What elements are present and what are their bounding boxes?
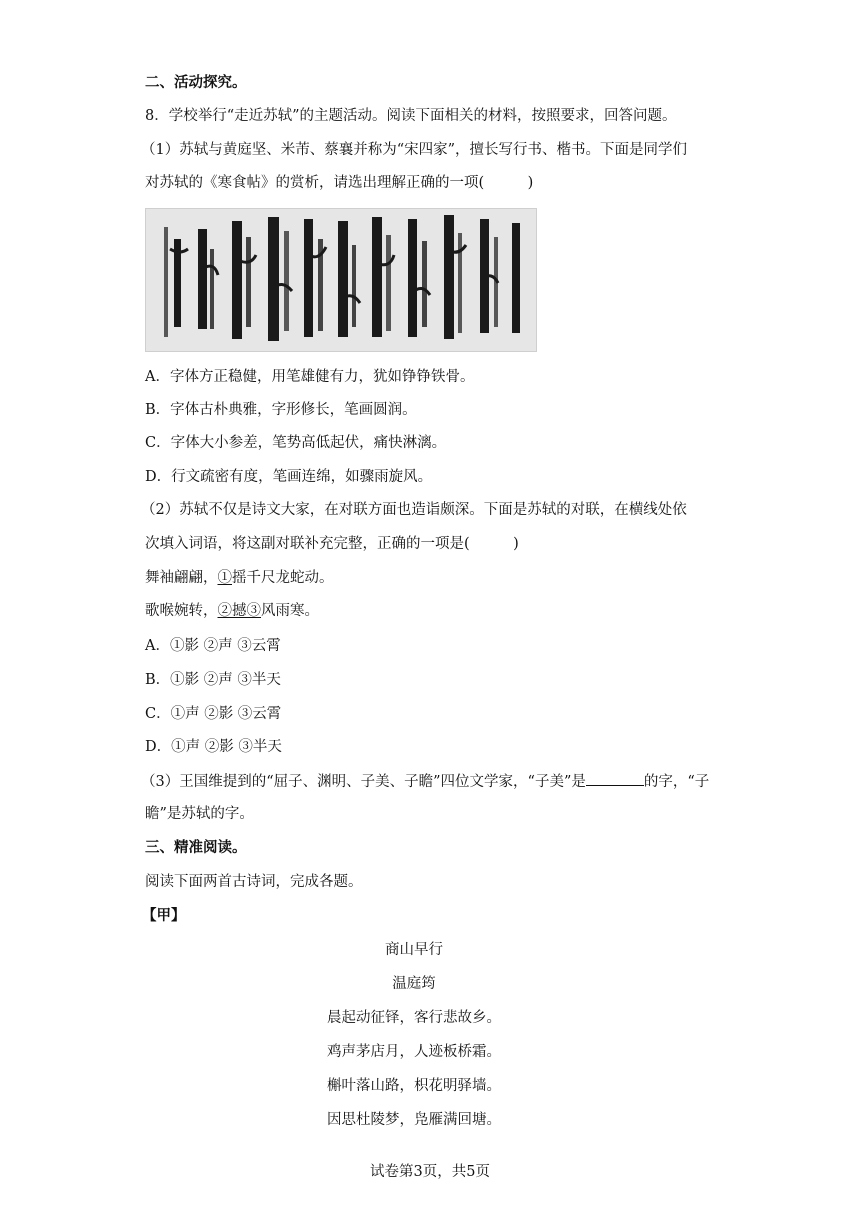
couplet1-post: 摇千尺龙蛇动。 (232, 570, 334, 586)
poem-author: 温庭筠 (392, 976, 436, 992)
couplet2-marker-2: ② (217, 603, 232, 619)
poem-line-2: 鸡声茅店月，人迹板桥霜。 (327, 1044, 501, 1060)
q8-1-option-c: C．字体大小参差，笔势高低起伏，痛快淋漓。 (145, 435, 447, 451)
q8-1-line1: （1）苏轼与黄庭坚、米芾、蔡襄并称为“宋四家”，擅长写行书、楷书。下面是同学们 (141, 142, 688, 158)
couplet2-pre: 歌喉婉转， (145, 603, 218, 619)
poem-title: 商山早行 (385, 942, 443, 958)
couplet2-marker-3: ③ (246, 603, 261, 619)
q8-3-blank[interactable] (586, 771, 644, 786)
q8-3-line1 (141, 771, 709, 792)
q8-2-line2: 次填入词语，将这副对联补充完整，正确的一项是( ) (145, 536, 519, 552)
poem-line-3: 槲叶落山路，枳花明驿墙。 (327, 1078, 501, 1094)
couplet-line-2 (145, 601, 319, 621)
q8-2-option-c: C．①声 ②影 ③云霄 (145, 706, 282, 722)
poem-line-1: 晨起动征铎，客行悲故乡。 (327, 1010, 501, 1026)
q8-1-line2: 对苏轼的《寒食帖》的赏析，请选出理解正确的一项( ) (145, 175, 534, 191)
q8-2-option-a: A．①影 ②声 ③云霄 (145, 638, 281, 654)
q8-1-option-d: D．行文疏密有度，笔画连绵，如骤雨旋风。 (145, 469, 433, 485)
q8-3-line2: 瞻”是苏轼的字。 (145, 806, 254, 822)
calligraphy-image (145, 208, 537, 352)
section3-title: 三、精准阅读。 (145, 839, 247, 856)
page-footer: 试卷第3页，共5页 (370, 1164, 490, 1180)
q8-2-line1: （2）苏轼不仅是诗文大家，在对联方面也造诣颇深。下面是苏轼的对联，在横线处依 (141, 502, 687, 518)
q8-2-option-d: D．①声 ②影 ③半天 (145, 739, 282, 755)
q8-1-option-a: A．字体方正稳健，用笔雄健有力，犹如铮铮铁骨。 (145, 369, 475, 385)
couplet1-marker-1: ① (217, 570, 232, 586)
section2-title: 二、活动探究。 (145, 74, 247, 91)
poem-label: 【甲】 (142, 907, 186, 924)
q8-intro: 8．学校举行“走近苏轼”的主题活动。阅读下面相关的材料，按照要求，回答问题。 (145, 108, 677, 124)
couplet2-post: 风雨寒。 (261, 603, 319, 619)
couplet1-pre: 舞袖翩翩， (145, 570, 218, 586)
q8-2-option-b: B．①影 ②声 ③半天 (145, 672, 281, 688)
q8-1-option-b: B．字体古朴典雅，字形修长，笔画圆润。 (145, 402, 417, 418)
couplet-line-1 (145, 568, 334, 588)
poem-line-4: 因思杜陵梦，凫雁满回塘。 (327, 1112, 501, 1128)
q8-3-pre: （3）王国维提到的“屈子、渊明、子美、子瞻”四位文学家，“子美”是 (141, 774, 586, 790)
couplet2-mid: 撼 (232, 603, 247, 619)
reading-intro: 阅读下面两首古诗词，完成各题。 (145, 874, 363, 890)
q8-3-post: 的字，“子 (643, 774, 710, 790)
